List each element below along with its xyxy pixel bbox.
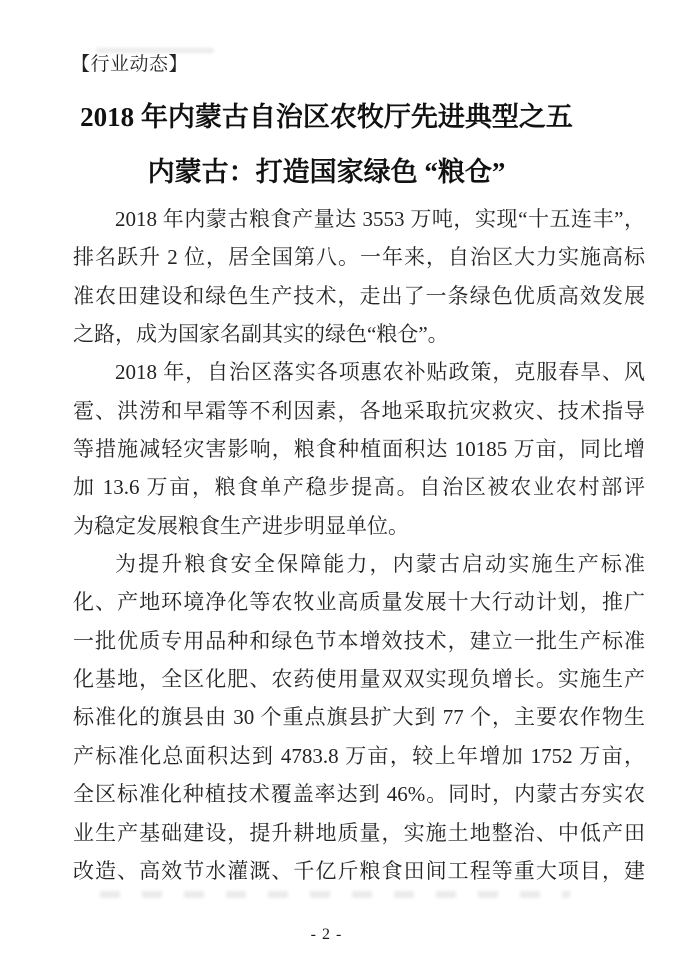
body-paragraph — [73, 353, 645, 545]
body-line: 等措施减轻灾害影响，粮食种植面积达 10185 万亩，同比增 — [73, 437, 645, 462]
scan-artifact-ghost-text — [100, 891, 570, 898]
body-line: 2018 年，自治区落实各项惠农补贴政策，克服春旱、风 — [115, 360, 645, 385]
body-line: 为稳定发展粮食生产进步明显单位。 — [73, 513, 409, 538]
body-line: 准农田建设和绿色生产技术，走出了一条绿色优质高效发展 — [73, 283, 645, 308]
page-number: - 2 - — [310, 926, 343, 943]
body-line: 业生产基础建设，提升耕地质量，实施土地整治、中低产田 — [73, 820, 645, 845]
document-title: 2018 年内蒙古自治区农牧厅先进典型之五 — [80, 102, 573, 132]
section-tag: 【行业动态】 — [71, 54, 189, 75]
body-line: 化基地，全区化肥、农药使用量双双实现负增长。实施生产 — [73, 667, 645, 692]
body-line: 为提升粮食安全保障能力，内蒙古启动实施生产标准 — [115, 552, 645, 577]
document-body — [73, 200, 645, 890]
body-line: 产标准化总面积达到 4783.8 万亩，较上年增加 1752 万亩， — [73, 743, 645, 768]
body-paragraph — [73, 545, 645, 890]
body-line: 化、产地环境净化等农牧业高质量发展十大行动计划，推广 — [73, 590, 645, 615]
document-subtitle: 内蒙古：打造国家绿色 “粮仓” — [147, 157, 506, 187]
body-line: 标准化的旗县由 30 个重点旗县扩大到 77 个，主要农作物生 — [73, 705, 645, 730]
body-line: 改造、高效节水灌溉、千亿斤粮食田间工程等重大项目，建 — [73, 858, 645, 883]
body-line: 2018 年内蒙古粮食产量达 3553 万吨，实现“十五连丰”， — [115, 207, 645, 231]
body-line: 之路，成为国家名副其实的绿色“粮仓”。 — [73, 322, 449, 347]
body-line: 雹、洪涝和早霜等不利因素，各地采取抗灾救灾、技术指导 — [73, 398, 645, 423]
body-line: 全区标准化种植技术覆盖率达到 46%。同时，内蒙古夯实农 — [73, 782, 645, 807]
body-line: 排名跃升 2 位，居全国第八。一年来，自治区大力实施高标 — [73, 245, 645, 270]
body-line: 一批优质专用品种和绿色节本增效技术，建立一批生产标准 — [73, 628, 645, 653]
body-line: 加 13.6 万亩，粮食单产稳步提高。自治区被农业农村部评 — [73, 475, 645, 500]
body-paragraph — [73, 200, 645, 353]
